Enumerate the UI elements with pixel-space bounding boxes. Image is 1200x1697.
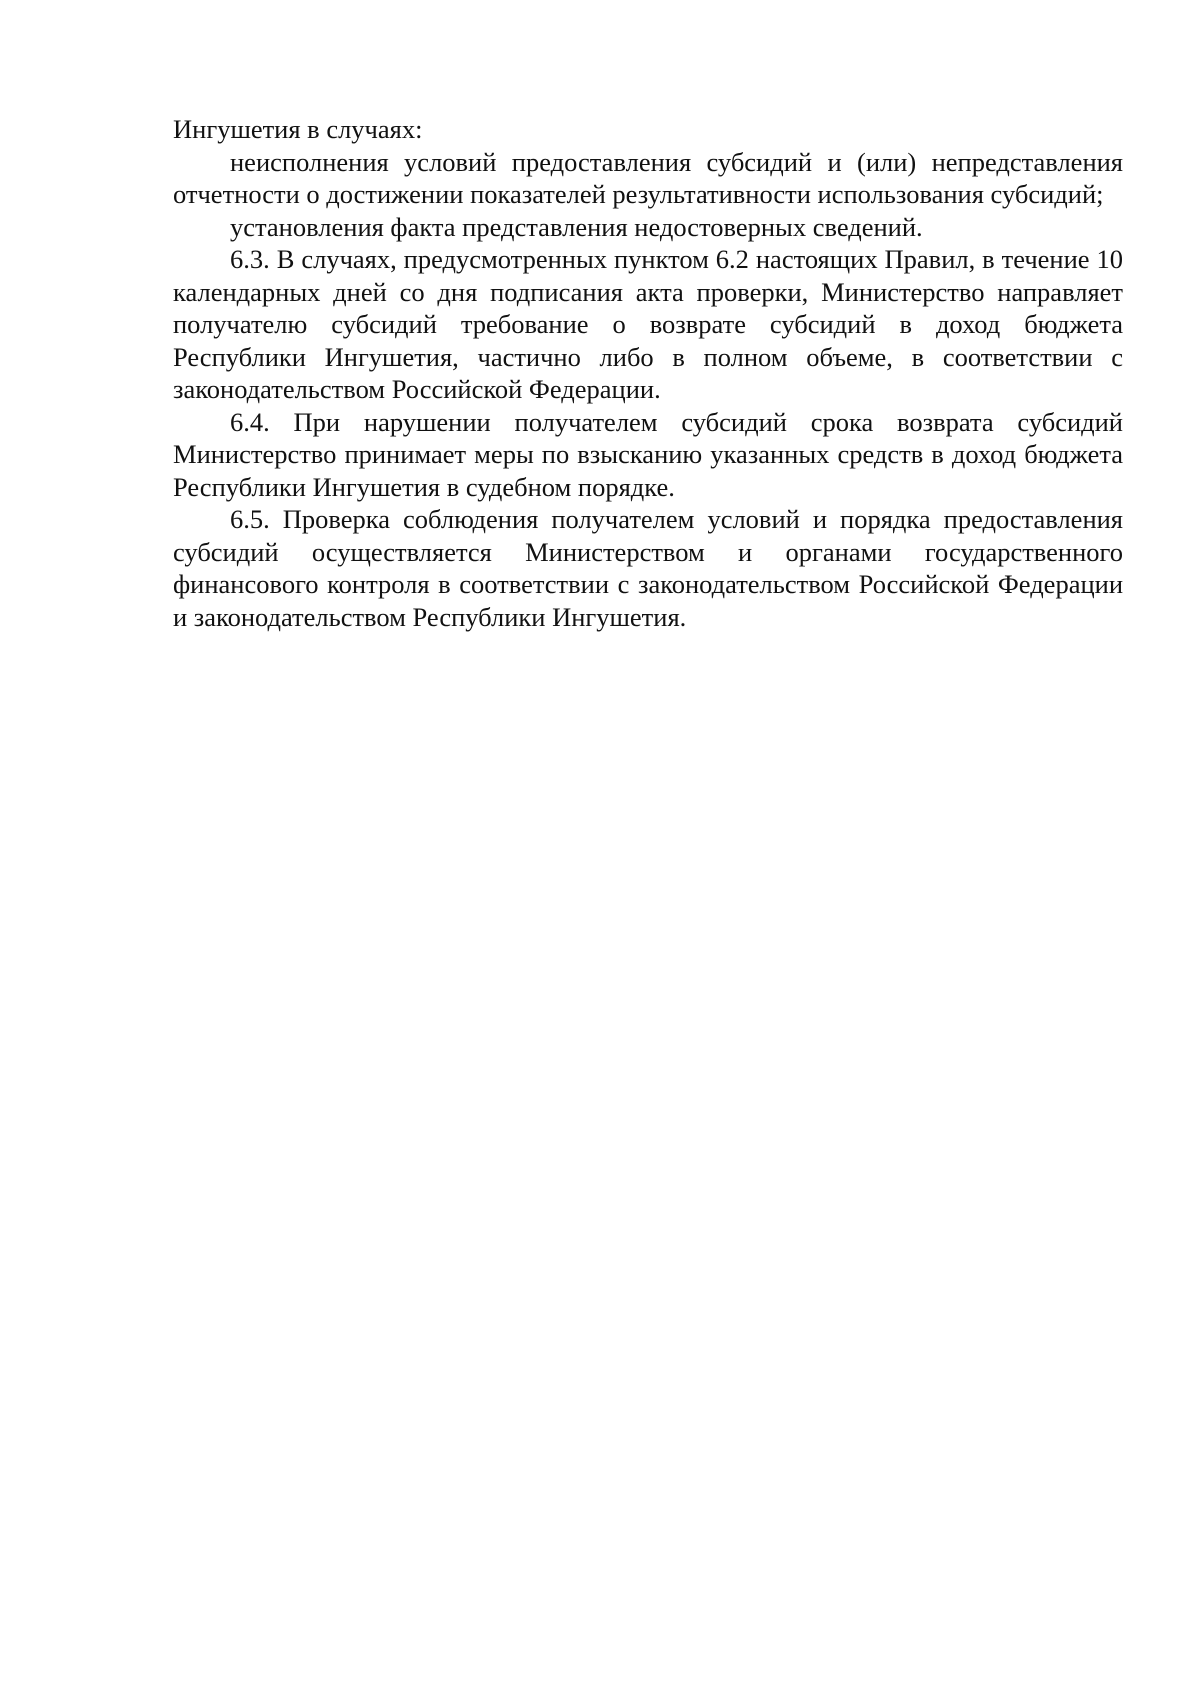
paragraph-false-information: установления факта представления недостоверных сведений. [230, 211, 923, 242]
paragraph-nonfulfillment: неисполнения условий предоставления субсидий и (или) непредставления отчетности о достижении показателей результативности использования субсидий; [173, 146, 1123, 209]
document-body [173, 113, 1123, 633]
paragraph-continuation: Ингушетия в случаях: [173, 114, 423, 144]
paragraph-6-3: 6.3. В случаях, предусмотренных пунктом 6.2 настоящих Правил, в течение 10 календарных дней со дня подписания акта проверки, Министерство направляет получателю субсидий требование о возврате субсидий в доход бюджета Республики Ингушетия, частично либо в полном объеме, в соответствии с законодательством Российской Федерации. [173, 244, 1123, 404]
paragraph-6-4: 6.4. При нарушении получателем субсидий срока возврата субсидий Министерство принимает меры по взысканию указанных средств в доход бюджета Республики Ингушетия в судебном порядке. [173, 406, 1123, 502]
paragraph-6-5: 6.5. Проверка соблюдения получателем условий и порядка предоставления субсидий осуществляется Министерством и органами государственного финансового контроля в соответствии с законодательством Российской Федерации и законодательством Республики Ингушетия. [173, 504, 1123, 632]
